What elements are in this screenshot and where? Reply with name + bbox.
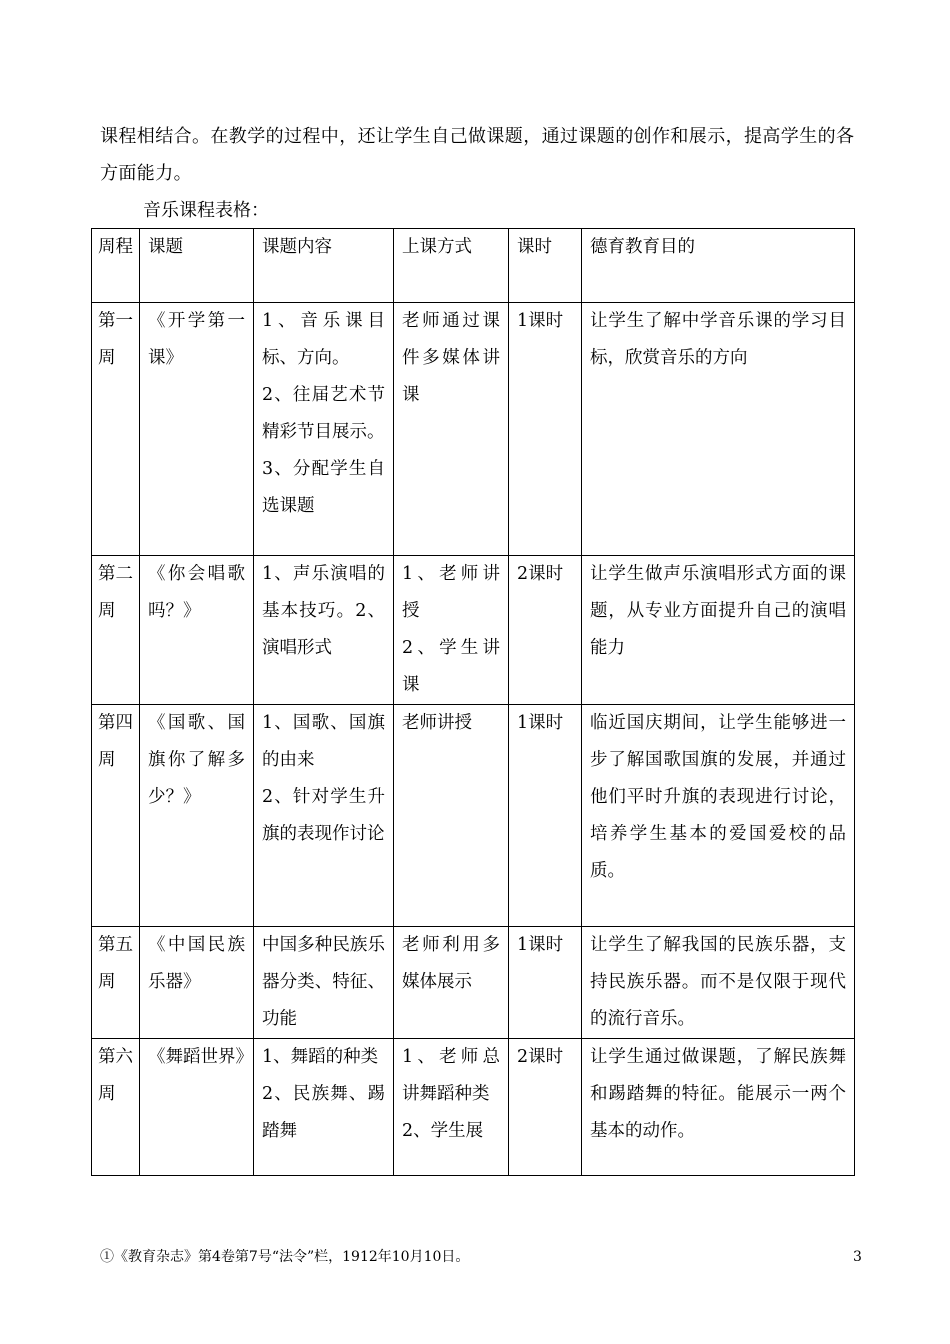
header-goal: 德育教育目的 — [582, 229, 855, 303]
method-line: 1、老师讲授 — [402, 564, 500, 621]
cell-hours: 1课时 — [509, 927, 582, 1039]
cell-week: 第二周 — [92, 556, 140, 705]
cell-content — [254, 303, 394, 556]
content-line: 1、音乐课目标、方向。 — [262, 311, 385, 368]
content-line: 2、针对学生升旗的表现作讨论 — [262, 787, 385, 844]
content-line: 1、国歌、国旗的由来 — [262, 713, 385, 770]
content-line: 2、民族舞、踢踏舞 — [262, 1084, 385, 1141]
cell-topic: 《国歌、国旗你了解多少？》 — [140, 705, 254, 927]
cell-goal: 让学生了解我国的民族乐器，支持民族乐器。而不是仅限于现代的流行音乐。 — [582, 927, 855, 1039]
content-line: 2、往届艺术节精彩节目展示。 — [262, 385, 385, 442]
cell-week: 第四周 — [92, 705, 140, 927]
cell-content — [254, 556, 394, 705]
method-line: 老师讲授 — [402, 713, 472, 733]
method-line: 2、学生展 — [402, 1121, 484, 1141]
cell-method — [394, 1039, 509, 1176]
table-row — [92, 1039, 855, 1176]
table-row — [92, 705, 855, 927]
cell-hours: 1课时 — [509, 705, 582, 927]
footnote: ①《教育杂志》第4卷第7号“法令”栏，1912年10月10日。 — [100, 1249, 470, 1265]
cell-method — [394, 705, 509, 927]
cell-week: 第六周 — [92, 1039, 140, 1176]
cell-hours: 2课时 — [509, 1039, 582, 1176]
cell-method — [394, 303, 509, 556]
content-line: 中国多种民族乐器分类、特征、功能 — [262, 935, 385, 1029]
cell-topic: 《你会唱歌吗？》 — [140, 556, 254, 705]
cell-method — [394, 556, 509, 705]
cell-goal: 让学生做声乐演唱形式方面的课题，从专业方面提升自己的演唱能力 — [582, 556, 855, 705]
method-line: 老师通过课件多媒体讲课 — [402, 311, 500, 405]
cell-goal: 临近国庆期间，让学生能够进一步了解国歌国旗的发展，并通过他们平时升旗的表现进行讨论，培养学生基本的爱国爱校的品质。 — [582, 705, 855, 927]
cell-content — [254, 927, 394, 1039]
music-course-table — [91, 228, 855, 1176]
header-week: 周程 — [92, 229, 140, 303]
cell-content — [254, 705, 394, 927]
table-intro-text: 音乐课程表格： — [143, 200, 269, 221]
cell-hours: 2课时 — [509, 556, 582, 705]
header-method: 上课方式 — [394, 229, 509, 303]
page-number: 3 — [853, 1249, 862, 1265]
method-line: 1、老师总讲舞蹈种类 — [402, 1047, 500, 1104]
body-paragraph: 课程相结合。在教学的过程中，还让学生自己做课题，通过课题的创作和展示，提高学生的各方面能力。 — [100, 126, 855, 184]
table-row — [92, 556, 855, 705]
cell-topic: 《中国民族乐器》 — [140, 927, 254, 1039]
content-line: 1、舞蹈的种类 — [262, 1047, 379, 1067]
table-row — [92, 303, 855, 556]
content-line: 3、分配学生自选课题 — [262, 459, 385, 516]
cell-week: 第一周 — [92, 303, 140, 556]
header-content: 课题内容 — [254, 229, 394, 303]
cell-hours: 1课时 — [509, 303, 582, 556]
cell-content — [254, 1039, 394, 1176]
cell-goal: 让学生了解中学音乐课的学习目标，欣赏音乐的方向 — [582, 303, 855, 556]
cell-topic: 《舞蹈世界》 — [140, 1039, 254, 1176]
method-line: 2、学生讲课 — [402, 638, 500, 695]
header-topic: 课题 — [140, 229, 254, 303]
cell-method — [394, 927, 509, 1039]
header-hours: 课时 — [509, 229, 582, 303]
table-header-row — [92, 229, 855, 303]
method-line: 老师利用多媒体展示 — [402, 935, 500, 992]
content-line: 1、声乐演唱的基本技巧。2、演唱形式 — [262, 564, 385, 658]
table-row — [92, 927, 855, 1039]
cell-topic: 《开学第一课》 — [140, 303, 254, 556]
cell-week: 第五周 — [92, 927, 140, 1039]
cell-goal: 让学生通过做课题，了解民族舞和踢踏舞的特征。能展示一两个基本的动作。 — [582, 1039, 855, 1176]
